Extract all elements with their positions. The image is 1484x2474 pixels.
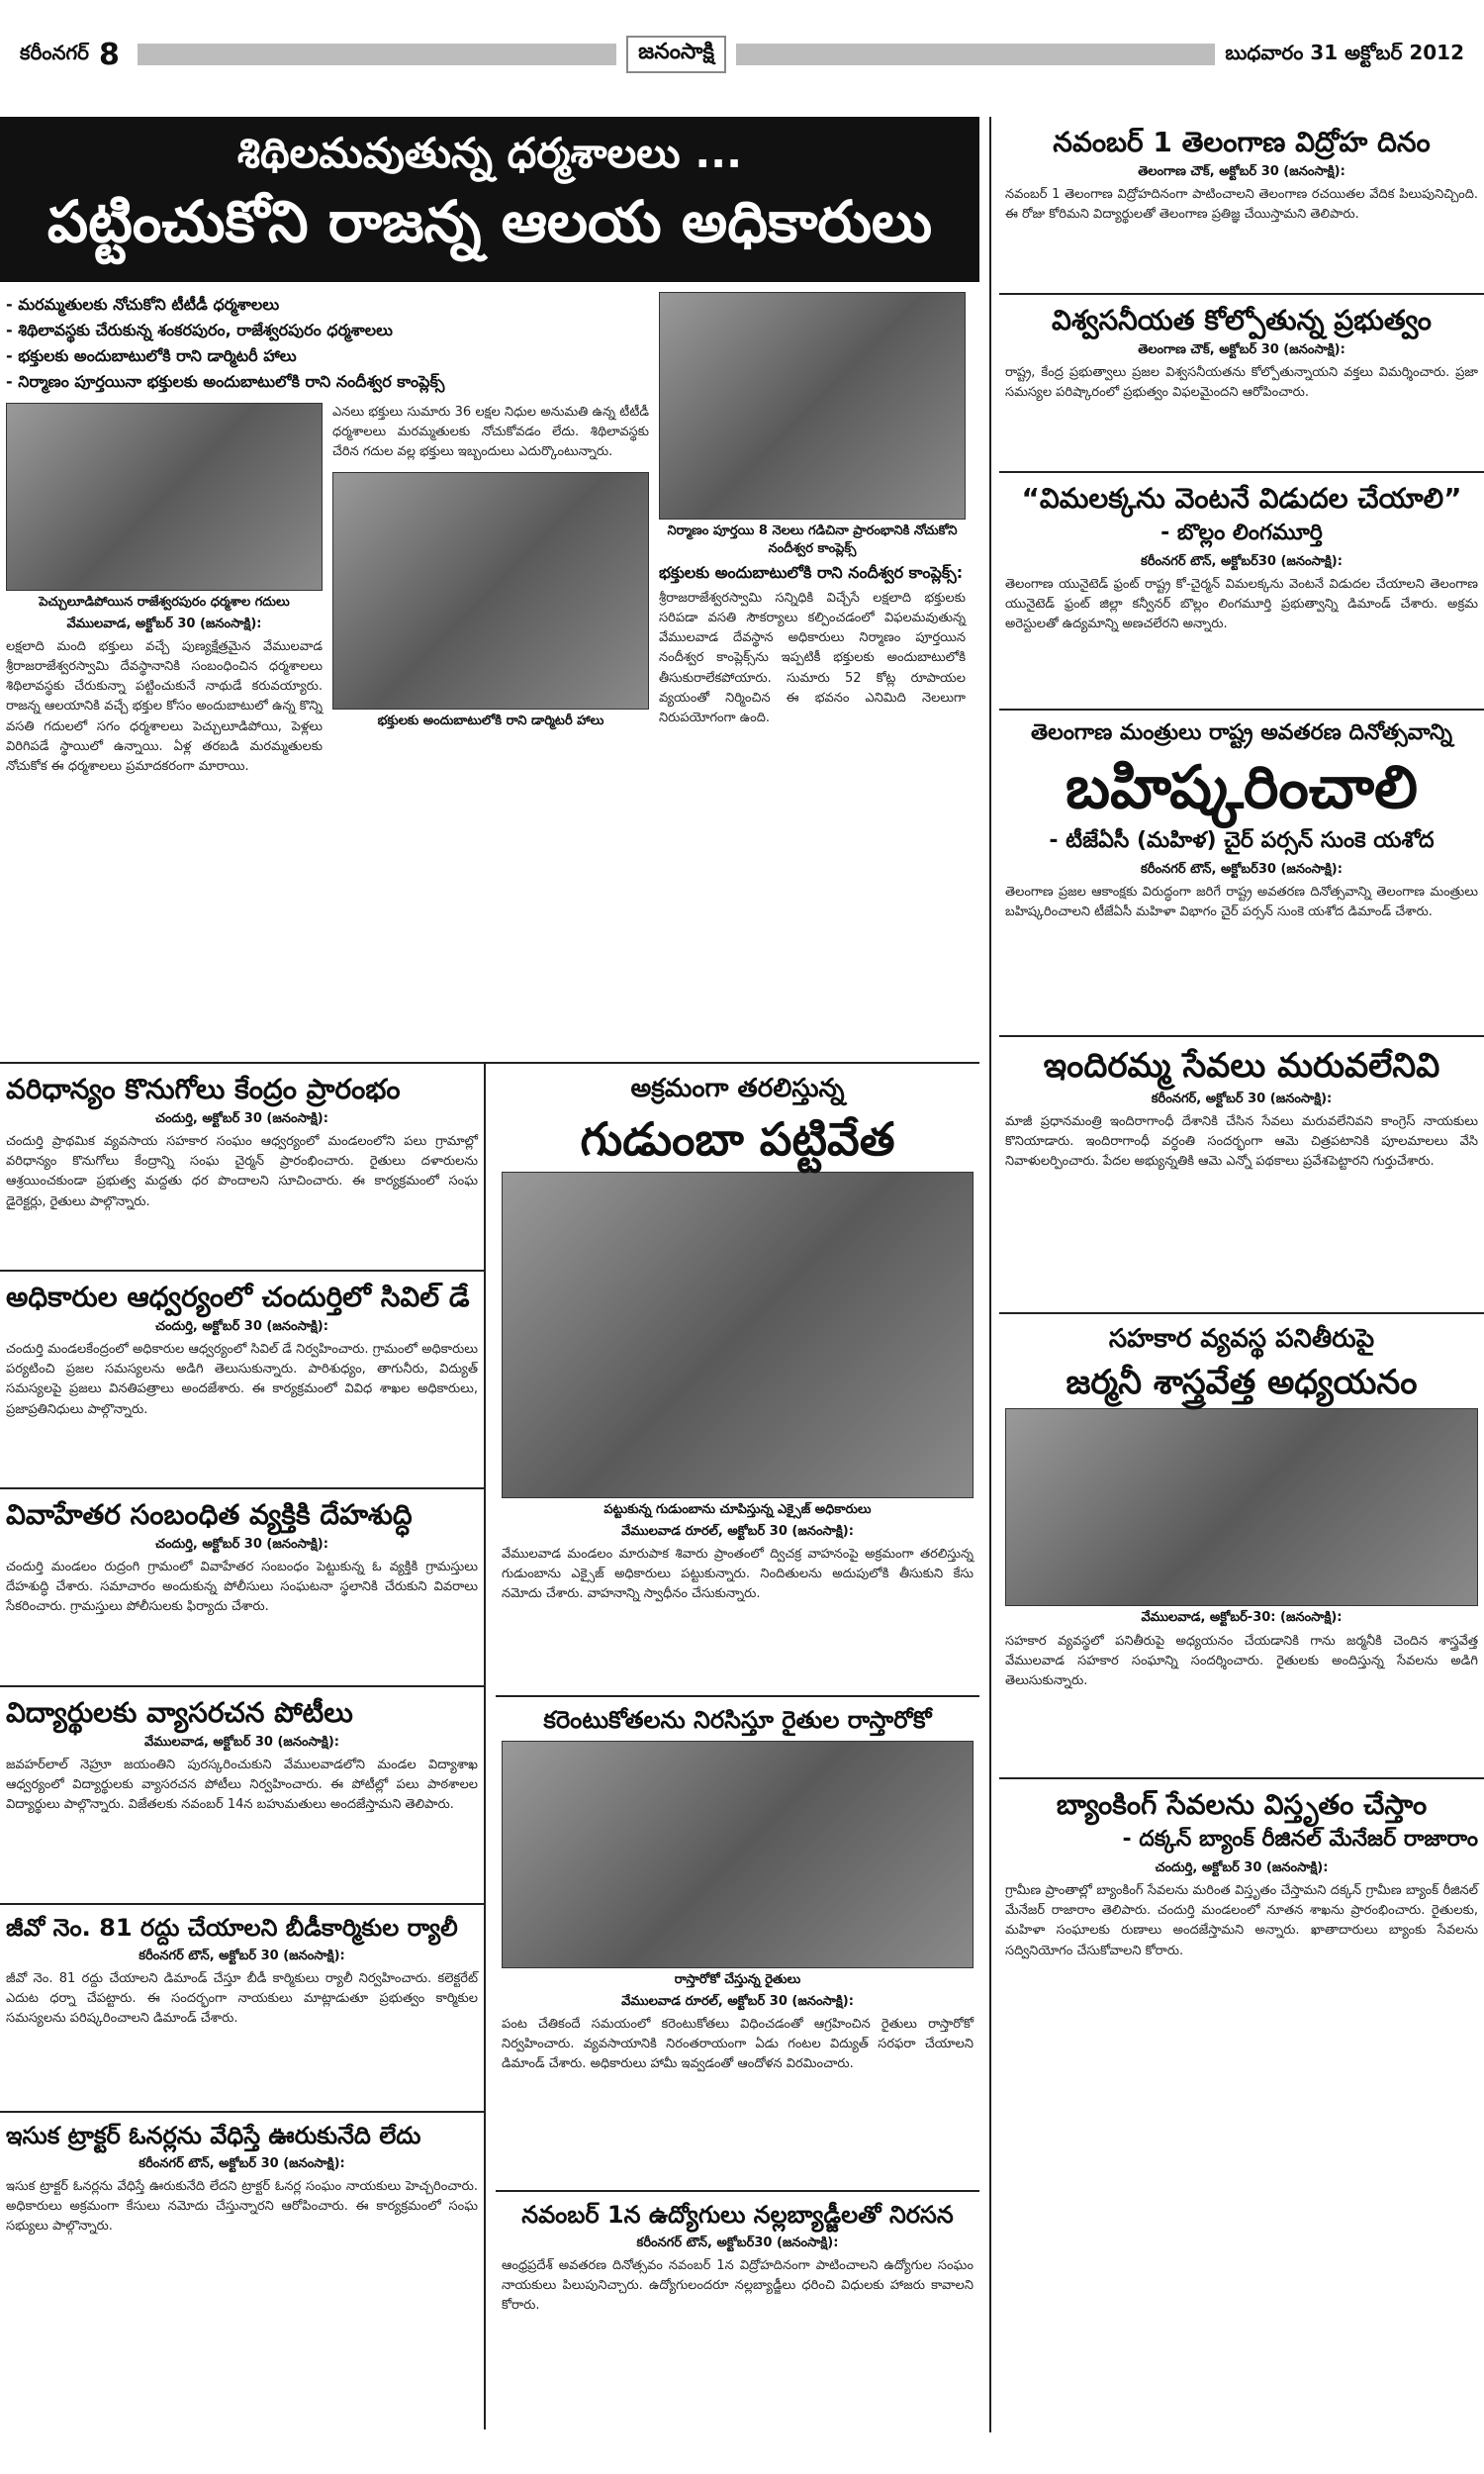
center-subcolumn [496,1064,979,2429]
story-byline: - దక్కన్ బ్యాంక్ రీజినల్ మేనేజర్ రాజారాం [1122,1827,1478,1853]
news-story [496,1064,979,1697]
story-headline: కరెంటుకోతలను నిరసిస్తూ రైతుల రాస్తారోకో [543,1706,932,1734]
lead-banner [0,117,979,282]
news-story [496,1697,979,2192]
story-dateline: కరీంనగర్ టౌన్, అక్టోబర్30 (జనంసాక్షి): [636,2235,839,2250]
story-dateline: వేములవాడ రూరల్, అక్టోబర్ 30 (జనంసాక్షి): [621,1993,854,2009]
lead-kicker: శిథిలమవుతున్న ధర్మశాలలు ... [236,129,743,177]
story-body: గ్రామీణ ప్రాంతాల్లో బ్యాంకింగ్ సేవలను మరింత విస్తృతం చేస్తామని దక్కన్ గ్రామీణ బ్యాంక్ రీజినల్ మేనేజర్ రాజారాం తెలిపారు. చందుర్తి మండలంలో నూతన శాఖను ప్రారంభించారు. రైతులకు, మహిళా సంఘాలకు రుణాలు అందజేస్తామని అన్నారు. ఖాతాదారులు బ్యాంకు సేవలను సద్వినియోగం చేసుకోవాలని కోరారు. [1005,1883,1478,1958]
story-dateline: చందుర్తి, అక్టోబర్ 30 (జనంసాక్షి): [155,1319,328,1335]
news-story [496,2192,979,2429]
news-story [0,1272,484,1489]
lead-bullet: - శిథిలావస్థకు చేరుకున్న శంకరపురం, రాజేశ్వరపురం ధర్మశాలలు [6,321,393,339]
lead-bullet: - భక్తులకు అందుబాటులోకి రాని డార్మిటరీ హాలు [6,346,297,365]
story-body: చందుర్తి మండలం రుద్రంగి గ్రామంలో వివాహేతర సంబంధం పెట్టుకున్న ఓ వ్యక్తికి గ్రామస్తులు దేహశుద్ధి చేశారు. సమాచారం అందుకున్న పోలీసులు సంఘటనా స్థలానికి చేరుకుని వివరాలు సేకరించారు. గ్రామస్తులు పోలీసులకు ఫిర్యాదు చేశారు. [6,1560,478,1615]
news-story [999,117,1484,295]
news-story [999,295,1484,473]
lead-dateline: వేములవాడ, అక్టోబర్ 30 (జనంసాక్షి): [66,617,262,631]
story-body: రాష్ట్ర, కేంద్ర ప్రభుత్వాలు ప్రజల విశ్వసనీయతను కోల్పోతున్నాయని వక్తలు విమర్శించారు. ప్రజా సమస్యల పరిష్కారంలో ప్రభుత్వం విఫలమైందని ఆరోపించారు. [1005,365,1478,401]
lead-body: ఎనలు భక్తులు సుమారు 36 లక్షల నిధుల అనుమతి ఉన్న టీటీడీ ధర్మశాలలు మరమ్మతులకు నోచుకోవడం లేదు. శిథిలావస్థకు చేరిన గదుల వల్ల భక్తులు ఇబ్బందులు ఎదుర్కొంటున్నారు. [332,405,649,460]
story-dateline: చందుర్తి, అక్టోబర్ 30 (జనంసాక్షి): [1155,1860,1329,1876]
masthead-rule-left [138,44,616,65]
news-story [0,2113,484,2345]
left-area [0,117,979,2429]
story-headline: వివాహేతర సంబంధిత వ్యక్తికి దేహశుద్ధి [6,1498,413,1531]
story-body: జీవో నెం. 81 రద్దు చేయాలని డిమాండ్ చేస్తూ బీడీ కార్మికులు ర్యాలీ నిర్వహించారు. కలెక్టరేట్ ఎదుట ధర్నా చేపట్టారు. ఈ సందర్భంగా నాయకులు మాట్లాడుతూ ప్రభుత్వం కార్మికుల సమస్యలను పరిష్కరించాలని డిమాండ్ చేశారు. [6,1970,478,2026]
issue-date: బుధవారం 31 అక్టోబర్ 2012 [1225,40,1465,64]
story-dateline: కరీంనగర్ టౌన్, అక్టోబర్ 30 (జనంసాక్షి): [139,1948,345,1963]
photo-caption: భక్తులకు అందుబాటులోకి రాని డార్మిటరీ హాలు [377,714,604,729]
story-kicker: అక్రమంగా తరలిస్తున్న [630,1074,845,1103]
story-body: తెలంగాణ ప్రజల ఆకాంక్షకు విరుద్ధంగా జరిగే రాష్ట్ర అవతరణ దినోత్సవాన్ని తెలంగాణ మంత్రులు బహిష్కరించాలని టీజేఏసీ మహిళా విభాగం చైర్ పర్సన్ సుంకె యశోద డిమాండ్ చేశారు. [1005,885,1478,920]
story-headline: అధికారుల ఆధ్వర్యంలో చందుర్తిలో సివిల్ డే [6,1281,470,1313]
story-headline: బ్యాంకింగ్ సేవలను విస్తృతం చేస్తాం [1056,1788,1428,1821]
photo-nandeeshwara-complex [659,292,966,520]
story-headline: బహిష్కరించాలి [1066,753,1418,822]
story-dateline: కరీంనగర్ టౌన్, అక్టోబర్ 30 (జనంసాక్షి): [139,2155,345,2171]
news-story [999,1037,1484,1314]
lead-subhead: భక్తులకు అందుబాటులోకి రాని నందీశ్వర కాంప్లెక్స్: [659,563,964,582]
story-headline: విద్యార్థులకు వ్యాసరచన పోటీలు [6,1696,353,1729]
story-body: పంట చేతికందే సమయంలో కరెంటుకోతలు విధించడంతో ఆగ్రహించిన రైతులు రాస్తారోకో నిర్వహించారు. వ్యవసాయానికి నిరంతరాయంగా ఏడు గంటల విద్యుత్ సరఫరా చేయాలని డిమాండ్ చేశారు. అధికారులు హామీ ఇవ్వడంతో ఆందోళన విరమించారు. [502,2016,974,2071]
story-dateline: వేములవాడ రూరల్, అక్టోబర్ 30 (జనంసాక్షి): [621,1523,854,1539]
story-headline: వరిధాన్యం కొనుగోలు కేంద్రం ప్రారంభం [6,1073,401,1105]
newspaper-logo: జనంసాక్షి [626,36,726,73]
story-body: మాజీ ప్రధానమంత్రి ఇందిరాగాంధీ దేశానికి చేసిన సేవలు మరువలేనివని కాంగ్రెస్ నాయకులు కొనియాడారు. ఇందిరాగాంధీ వర్ధంతి సందర్భంగా ఆమె చిత్రపటానికి పూలమాలలు వేసి నివాళులర్పించారు. పేదల అభ్యున్నతికి ఆమె ఎన్నో పథకాలు ప్రవేశపెట్టారని గుర్తుచేశారు. [1005,1114,1478,1170]
masthead-rule-right [736,44,1215,65]
lead-bullet: - మరమ్మతులకు నోచుకోని టీటీడీ ధర్మశాలలు [6,295,280,314]
photo-caption: నిర్మాణం పూర్తయి 8 నెలలు గడిచినా ప్రారంభానికి నోచుకోని నందీశ్వర కాంప్లెక్స్ [667,523,958,556]
lead-headline: పట్టించుకోని రాజన్న ఆలయ అధికారులు [46,188,933,255]
story-headline: జీవో నెం. 81 రద్దు చేయాలని బీడీకార్మికుల ర్యాలీ [6,1914,458,1942]
story-dateline: కరీంనగర్, అక్టోబర్ 30 (జనంసాక్షి): [1151,1092,1333,1107]
story-body: చందుర్తి మండలకేంద్రంలో అధికారుల ఆధ్వర్యంలో సివిల్ డే నిర్వహించారు. గ్రామంలో అధికారులు పర్యటించి ప్రజల సమస్యలను అడిగి తెలుసుకున్నారు. పారిశుధ్యం, తాగునీరు, విద్యుత్ సమస్యలపై ప్రజలు వినతిపత్రాలు అందజేశారు. ఈ కార్యక్రమంలో వివిధ శాఖల అధికారులు, ప్రజాప్రతినిధులు పాల్గొన్నారు. [6,1342,478,1417]
story-byline: - బొల్లం లింగమూర్తి [1160,521,1323,546]
lead-body: శ్రీరాజరాజేశ్వరస్వామి సన్నిధికి విచ్చేసే లక్షలాది భక్తులకు సరిపడా వసతి సౌకర్యాలు కల్పించడంలో విఫలమవుతున్న వేములవాడ దేవస్థాన అధికారులు నిర్మాణం పూర్తయిన నందీశ్వర కాంప్లెక్స్‌ను ఇప్పటికీ భక్తులకు అందుబాటులోకి తీసుకురాలేకపోయారు. సుమారు 52 కోట్ల రూపాయల వ్యయంతో నిర్మించిన ఈ భవనం ఎనిమిది నెలలుగా నిరుపయోగంగా ఉంది. [659,591,966,725]
story-dateline: కరీంనగర్ టౌన్, అక్టోబర్30 (జనంసాక్షి): [1141,554,1343,570]
story-body: వేములవాడ మండలం మారుపాక శివారు ప్రాంతంలో ద్విచక్ర వాహనంపై అక్రమంగా తరలిస్తున్న గుడుంబాను ఎక్సైజ్ అధికారులు పట్టుకున్నారు. నిందితులను అదుపులోకి తీసుకుని కేసు నమోదు చేశారు. వాహనాన్ని స్వాధీనం చేసుకున్నారు. [502,1546,974,1602]
story-headline: విశ్వసనీయత కోల్పోతున్న ప్రభుత్వం [1052,304,1432,336]
story-dateline: వేములవాడ, అక్టోబర్ 30 (జనంసాక్షి): [144,1735,339,1751]
news-story [0,1489,484,1687]
story-kicker: తెలంగాణ మంత్రులు రాష్ట్ర అవతరణ దినోత్సవాన్ని [1031,720,1452,745]
story-body: సహకార వ్యవస్థలో పనితీరుపై అధ్యయనం చేయడానికి గాను జర్మనీకి చెందిన శాస్త్రవేత్త వేములవాడ సహకార సంఘాన్ని సందర్శించారు. రైతులకు అందిస్తున్న సేవలను అడిగి తెలుసుకున్నారు. [1005,1634,1478,1689]
story-headline: ఇందిరమ్మ సేవలు మరువలేనివి [1043,1046,1440,1086]
news-story [999,1314,1484,1779]
lead-bullets [6,295,649,395]
story-body: ఇసుక ట్రాక్టర్ ఓనర్లను వేధిస్తే ఊరుకునేది లేదని ట్రాక్టర్ ఓనర్ల సంఘం నాయకులు హెచ్చరించారు. అధికారులు అక్రమంగా కేసులు నమోదు చేస్తున్నారని ఆరోపించారు. ఈ కార్యక్రమంలో సంఘ సభ్యులు పాల్గొన్నారు. [6,2178,478,2234]
photo-dharmashala-rooms [6,403,323,591]
photo-caption: పెచ్చులూడిపోయిన రాజేశ్వరపురం ధర్మశాల గదులు [39,595,290,610]
photo-caption: వేములవాడ, అక్టోబర్-30: (జనంసాక్షి): [1141,1610,1343,1626]
story-dateline: కరీంనగర్ టౌన్, అక్టోబర్30 (జనంసాక్షి): [1141,862,1343,877]
story-body: తెలంగాణ యునైటెడ్ ఫ్రంట్ రాష్ట్ర కో-చైర్మన్ విమలక్కను వెంటనే విడుదల చేయాలని తెలంగాణ యునైటెడ్ ఫ్రంట్ జిల్లా కన్వీనర్ బొల్లం లింగమూర్తి ప్రభుత్వాన్ని డిమాండ్ చేశారు. అక్రమ అరెస్టులతో ఉద్యమాన్ని అణచలేరని అన్నారు. [1005,577,1478,632]
news-story [0,1687,484,1905]
story-dateline: చందుర్తి, అక్టోబర్ 30 (జనంసాక్షి): [155,1537,328,1553]
news-story [999,473,1484,711]
story-dateline: చందుర్తి, అక్టోబర్ 30 (జనంసాక్షి): [155,1111,328,1127]
story-headline: గుడుంబా పట్టివేత [580,1112,895,1166]
story-headline: నవంబర్ 1 తెలంగాణ విద్రోహ దినం [1053,126,1431,158]
photo-german-scientist [1005,1408,1478,1606]
story-headline: నవంబర్ 1న ఉద్యోగులు నల్లబ్యాడ్జీలతో నిరసన [521,2201,954,2229]
story-headline: ఇసుక ట్రాక్టర్ ఓనర్లను వేధిస్తే ఊరుకునేది లేదు [6,2122,421,2149]
lead-story [0,282,979,1064]
story-body: జవహర్‌లాల్ నెహ్రూ జయంతిని పురస్కరించుకుని వేములవాడలోని మండల విద్యాశాఖ ఆధ్వర్యంలో విద్యార్థులకు వ్యాసరచన పోటీలు నిర్వహించారు. ఈ పోటీల్లో పలు పాఠశాలల విద్యార్థులు పాల్గొన్నారు. విజేతలకు నవంబర్ 14న బహుమతులు అందజేస్తామని తెలిపారు. [6,1758,478,1813]
story-kicker: సహకార వ్యవస్థ పనితీరుపై [1108,1324,1375,1354]
news-story [0,1064,484,1272]
masthead [0,0,1484,109]
story-dateline: తెలంగాణ చౌక్, అక్టోబర్ 30 (జనంసాక్షి): [1138,164,1345,180]
photo-farmers-protest [502,1741,974,1968]
photo-caption: రాస్తారోకో చేస్తున్న రైతులు [674,1971,801,1987]
right-column [989,117,1484,2432]
news-story [999,711,1484,1037]
story-dateline: తెలంగాణ చౌక్, అక్టోబర్ 30 (జనంసాక్షి): [1138,342,1345,358]
photo-caption: పట్టుకున్న గుడుంబాను చూపిస్తున్న ఎక్సైజ్ అధికారులు [603,1501,872,1517]
photo-dormitory-hall [332,472,649,710]
story-byline: - టీజేఏసీ (మహిళ) చైర్ పర్సన్ సుంకె యశోద [1049,828,1435,853]
story-body: నవంబర్ 1 తెలంగాణ విద్రోహదినంగా పాటించాలని తెలంగాణ రచయితల వేదిక పిలుపునిచ్చింది. ఈ రోజు కోరిమని విద్యార్థులతో తెలంగాణ ప్రతిజ్ఞ చేయిస్తామని తెలిపారు. [1005,187,1478,223]
page-number: 8 [99,37,120,72]
news-story [0,1905,484,2113]
story-body: చందుర్తి ప్రాథమిక వ్యవసాయ సహకార సంఘం ఆధ్వర్యంలో మండలంలోని పలు గ్రామాల్లో వరిధాన్యం కొనుగోలు కేంద్రాన్ని సంఘ చైర్మన్ ప్రారంభించారు. రైతులు దళారులను ఆశ్రయించకుండా ప్రభుత్వ మద్దతు ధర పొందాలని సూచించారు. ఈ కార్యక్రమంలో సంఘ డైరెక్టర్లు, రైతులు పాల్గొన్నారు. [6,1134,478,1209]
photo-excise-officials [502,1172,974,1498]
district-name: కరీంనగర్ [20,40,89,64]
story-headline: “విమలక్కను వెంటనే విడుదల చేయాలి” [1021,482,1462,515]
story-body: ఆంధ్రప్రదేశ్ అవతరణ దినోత్సవం నవంబర్ 1న విద్రోహదినంగా పాటించాలని ఉద్యోగుల సంఘం నాయకులు పిలుపునిచ్చారు. ఉద్యోగులందరూ నల్లబ్యాడ్జీలు ధరించి విధులకు హాజరు కావాలని కోరారు. [502,2257,974,2313]
story-headline: జర్మనీ శాస్త్రవేత్త అధ్యయనం [1066,1363,1418,1402]
lead-bullet: - నిర్మాణం పూర్తయినా భక్తులకు అందుబాటులోకి రాని నందీశ్వర కాంప్లెక్స్ [6,372,445,391]
lead-body: లక్షలాది మంది భక్తులు వచ్చే పుణ్యక్షేత్రమైన వేములవాడ శ్రీరాజరాజేశ్వరస్వామి దేవస్థానానికి సంబంధించిన ధర్మశాలలు శిథిలావస్థకు చేరుకున్నా పట్టించుకునే నాథుడే కరువయ్యారు. రాజన్న ఆలయానికి వచ్చే భక్తుల కోసం అందుబాటులో ఉన్న కొన్ని వసతి గదులలో సగం ధర్మశాలలు పెచ్చులూడిపోయి, పెళ్లలు విరిగిపడే స్థాయిలో ఉన్నాయి. ఏళ్ల తరబడి మరమ్మతులకు నోచుకోక ఈ ధర్మశాలలు ప్రమాదకరంగా మారాయి. [6,639,323,774]
left-subcolumn [0,1064,486,2429]
news-story [999,1779,1484,2432]
